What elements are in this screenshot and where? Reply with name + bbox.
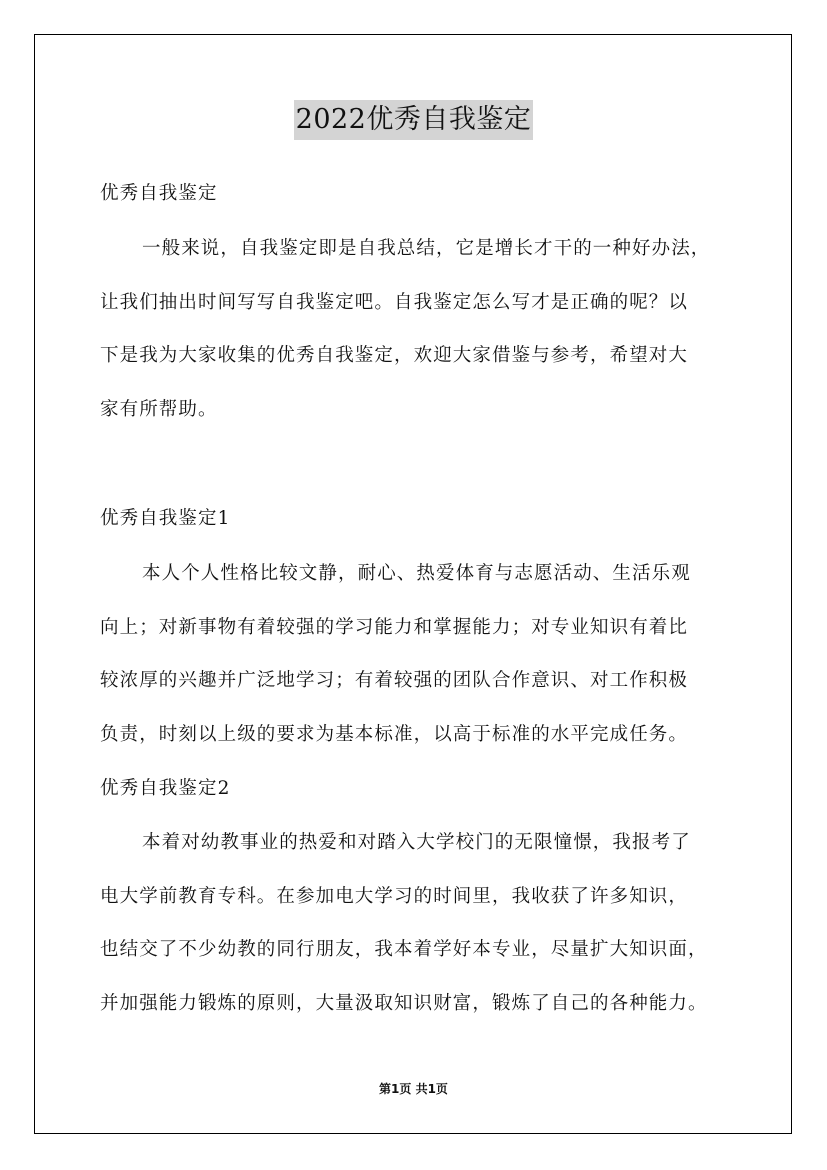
- intro-line: 一般来说，自我鉴定即是自我总结，它是增长才干的一种好办法，: [142, 238, 711, 259]
- intro-line: 下是我为大家收集的优秀自我鉴定，欢迎大家借鉴与参考，希望对大: [100, 345, 689, 366]
- intro-line: 让我们抽出时间写写自我鉴定吧。自我鉴定怎么写才是正确的呢？以: [100, 291, 689, 313]
- intro-line: 家有所帮助。: [100, 398, 218, 420]
- document-title: 2022优秀自我鉴定: [294, 100, 534, 140]
- section2-line: 并加强能力锻炼的原则，大量汲取知识财富，锻炼了自己的各种能力。: [100, 992, 708, 1014]
- section2-line: 电大学前教育专科。在参加电大学习的时间里，我收获了许多知识，: [100, 885, 689, 907]
- section1-line: 负责，时刻以上级的要求为基本标准，以高于标准的水平完成任务。: [100, 723, 689, 745]
- section1-line: 本人个人性格比较文静，耐心、热爱体育与志愿活动、生活乐观: [142, 563, 691, 584]
- title-wrap: [0, 100, 827, 140]
- section2-paragraph: [100, 816, 750, 1030]
- section1-paragraph: [100, 547, 750, 761]
- intro-paragraph: [100, 222, 750, 436]
- section2-line: 也结交了不少幼教的同行朋友，我本着学好本专业，尽量扩大知识面，: [100, 939, 708, 960]
- heading-main: 优秀自我鉴定: [100, 183, 218, 204]
- section1-line: 向上；对新事物有着较强的学习能力和掌握能力；对专业知识有着比: [100, 616, 689, 638]
- section2-line: 本着对幼教事业的热爱和对踏入大学校门的无限憧憬，我报考了: [142, 832, 691, 853]
- page-footer: 第1页 共1页: [379, 1082, 448, 1096]
- section1-line: 较浓厚的兴趣并广泛地学习；有着较强的团队合作意识、对工作积极: [100, 670, 689, 691]
- section1-heading: 优秀自我鉴定1: [100, 508, 231, 529]
- section2-heading: 优秀自我鉴定2: [100, 778, 231, 799]
